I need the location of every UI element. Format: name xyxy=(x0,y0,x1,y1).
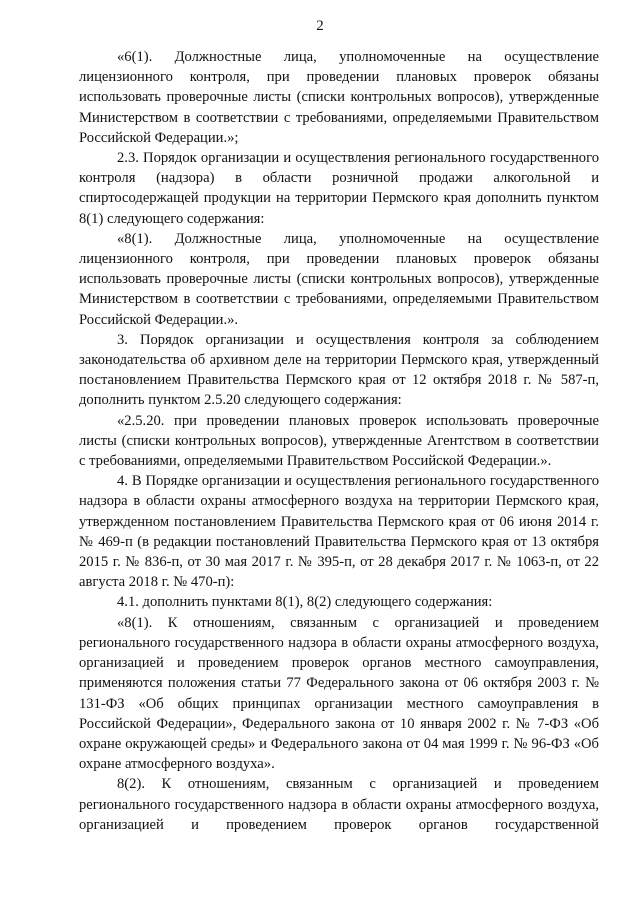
paragraph-8-1-atmosphere: «8(1). К отношениям, связанным с организацией и проведением регионального государственного надзора в области охраны атмосферного воздуха, организацией и проведением проверок органов местного самоуправления, применяются положения статьи 77 Федерального закона от 06 октября 2003 г. № 131-ФЗ «Об общих принципах организации местного самоуправления в Российской Федерации», Федерального закона от 10 января 2002 г. № 7-ФЗ «Об охране окружающей среды» и Федерального закона от 04 мая 1999 г. № 96-ФЗ «Об охране атмосферного воздуха». xyxy=(79,614,599,773)
paragraph-2-3: 2.3. Порядок организации и осуществления регионального государственного контроля (надзора) в области розничной продажи алкогольной и спиртосодержащей продукции на территории Пермского края дополнить пунктом 8(1) следующего содержания: xyxy=(79,150,599,227)
paragraph-8-1-quote: «8(1). Должностные лица, уполномоченные на осуществление лицензионного контроля, при проведении плановых проверок обязаны использовать проверочные листы (списки контрольных вопросов), утвержденные Министерством в соответствии с требованиями, определяемыми Правительством Российской Федерации.». xyxy=(79,230,599,328)
paragraph-6-1-quote: «6(1). Должностные лица, уполномоченные на осуществление лицензионного контроля, при проведении плановых проверок обязаны использовать проверочные листы (списки контрольных вопросов), утвержденные Министерством в соответствии с требованиями, определяемыми Правительством Российской Федерации.»; xyxy=(79,49,599,146)
paragraph-2-5-20-quote: «2.5.20. при проведении плановых проверок использовать проверочные листы (списки контрольных вопросов), утвержденные Агентством в соответствии с требованиями, определяемыми Правительством Российской Федерации.». xyxy=(79,412,599,470)
paragraph-4-1: 4.1. дополнить пунктами 8(1), 8(2) следующего содержания: xyxy=(117,594,493,611)
paragraph-3: 3. Порядок организации и осуществления контроля за соблюдением законодательства об архивном деле на территории Пермского края, утвержденный постановлением Правительства Пермского края от 12 октября 2018 г. № 587-п, дополнить пунктом 2.5.20 следующего содержания: xyxy=(79,331,599,409)
page-number: 2 xyxy=(316,18,324,34)
paragraph-8-2-atmosphere: 8(2). К отношениям, связанным с организацией и проведением регионального государственного надзора в области охраны атмосферного воздуха, организацией и проведением проверок органов государственной xyxy=(79,776,599,833)
document-body xyxy=(79,47,599,835)
paragraph-4: 4. В Порядке организации и осуществления регионального государственного надзора в области охраны атмосферного воздуха на территории Пермского края, утвержденном постановлением Правительства Пермского края от 06 июня 2014 г. № 469-п (в редакции постановлений Правительства Пермского края от 13 октября 2015 г. № 836-п, от 30 мая 2017 г. № 395-п, от 28 декабря 2017 г. № 1063-п, от 22 августа 2018 г. № 470-п): xyxy=(79,473,599,591)
